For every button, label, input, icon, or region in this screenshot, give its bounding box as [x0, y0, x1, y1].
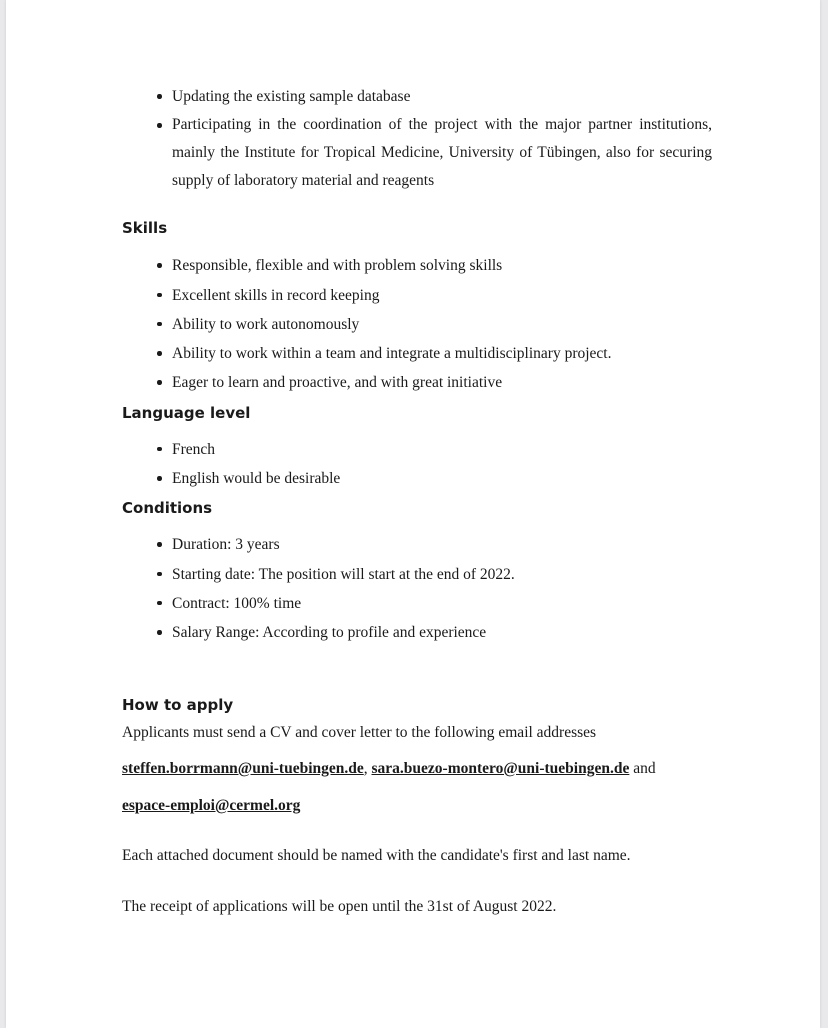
responsibilities-list	[122, 82, 712, 195]
list-item: Responsible, flexible and with problem solving skills	[172, 251, 712, 280]
document-content	[122, 82, 712, 918]
list-item: Ability to work autonomously	[172, 310, 712, 339]
email-link-cermel[interactable]: espace-emploi@cermel.org	[122, 796, 301, 814]
list-item: English would be desirable	[172, 464, 712, 493]
list-item: Contract: 100% time	[172, 589, 712, 618]
email-line	[122, 758, 712, 780]
conditions-heading: Conditions	[122, 499, 213, 518]
email-separator: and	[629, 759, 656, 777]
email-link-buezo-montero[interactable]: sara.buezo-montero@uni-tuebingen.de	[371, 759, 630, 777]
list-item: Ability to work within a team and integrate a multidisciplinary project.	[172, 339, 712, 368]
language-list	[122, 435, 712, 494]
document-page	[6, 0, 820, 1028]
list-item: Excellent skills in record keeping	[172, 281, 712, 310]
skills-list	[122, 251, 712, 397]
list-item: Eager to learn and proactive, and with great initiative	[172, 368, 712, 397]
list-item: French	[172, 435, 712, 464]
language-heading: Language level	[122, 403, 251, 422]
email-line	[122, 795, 712, 817]
list-item: Salary Range: According to profile and experience	[172, 618, 712, 647]
conditions-list	[122, 530, 712, 647]
skills-heading: Skills	[122, 219, 168, 238]
list-item: Participating in the coordination of the project with the major partner institutions, mainly the Institute for Tropical Medicine, University of Tübingen, also for securing supply of laboratory material and reagents	[172, 111, 712, 195]
list-item: Updating the existing sample database	[172, 82, 712, 111]
application-deadline: The receipt of applications will be open until the 31st of August 2022.	[122, 897, 557, 915]
how-to-apply-heading: How to apply	[122, 695, 234, 714]
list-item: Duration: 3 years	[172, 530, 712, 559]
naming-instruction: Each attached document should be named with the candidate's first and last name.	[122, 846, 631, 864]
email-link-borrmann[interactable]: steffen.borrmann@uni-tuebingen.de	[122, 759, 364, 777]
apply-intro: Applicants must send a CV and cover letter to the following email addresses	[122, 723, 597, 741]
list-item: Starting date: The position will start at the end of 2022.	[172, 560, 712, 589]
email-separator: ,	[363, 759, 372, 777]
